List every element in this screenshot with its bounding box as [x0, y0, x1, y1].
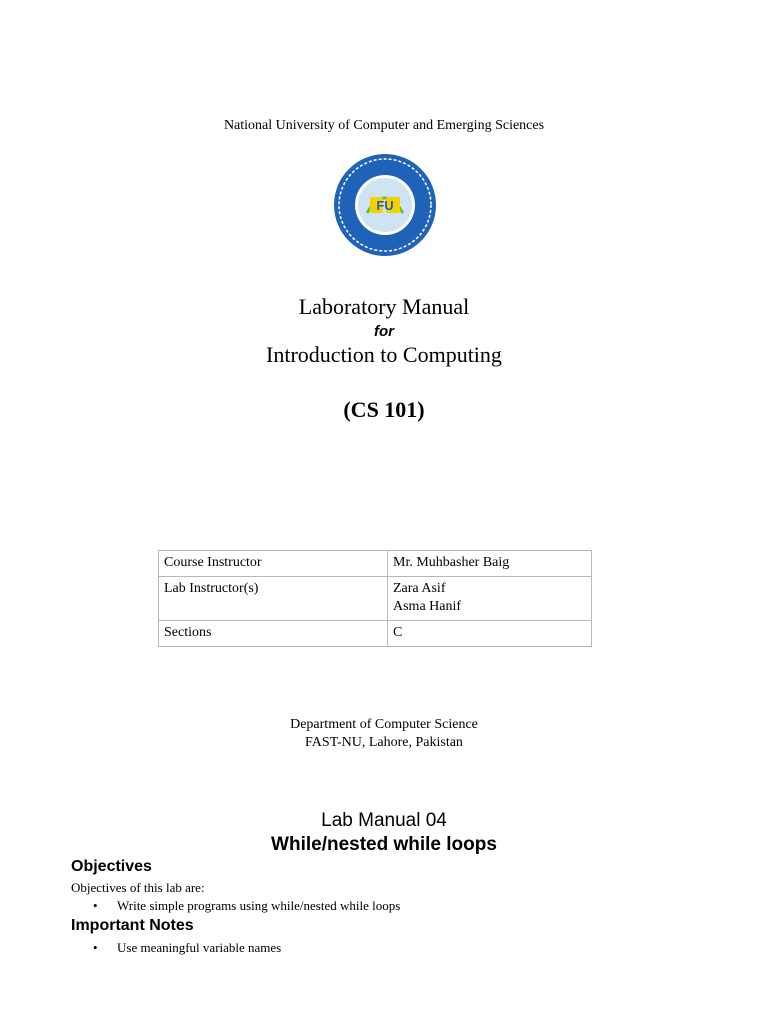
course-info-table	[158, 550, 592, 647]
logo-initials: FU	[376, 198, 394, 213]
table-cell-label: Lab Instructor(s)	[159, 577, 388, 621]
lab-instructor-2: Asma Hanif	[393, 599, 462, 614]
lab-number: Lab Manual 04	[321, 810, 447, 831]
department-block	[0, 716, 768, 752]
objectives-heading: Objectives	[71, 858, 152, 875]
table-cell-label: Course Instructor	[159, 551, 388, 577]
table-cell-value	[388, 577, 592, 621]
lab-instructor-1: Zara Asif	[393, 581, 446, 596]
important-notes-heading: Important Notes	[71, 917, 194, 934]
university-name: National University of Computer and Emerging Sciences	[223, 118, 545, 133]
objectives-intro: Objectives of this lab are:	[71, 880, 205, 895]
manual-title: Laboratory Manual	[298, 294, 470, 319]
bullet-icon: •	[93, 898, 98, 913]
department-location: FAST-NU, Lahore, Pakistan	[305, 735, 463, 750]
table-row	[159, 577, 592, 621]
table-row	[159, 621, 592, 647]
table-cell-label: Sections	[159, 621, 388, 647]
department-name: Department of Computer Science	[290, 717, 478, 732]
university-logo-icon	[333, 153, 437, 257]
list-item	[93, 898, 400, 914]
manual-title-for: for	[374, 323, 394, 340]
table-row	[159, 551, 592, 577]
table-cell-value: Mr. Muhbasher Baig	[388, 551, 592, 577]
note-text: Use meaningful variable names	[117, 940, 282, 955]
objective-text: Write simple programs using while/nested while loops	[117, 898, 401, 913]
list-item	[93, 940, 281, 956]
course-name: Introduction to Computing	[266, 342, 502, 367]
course-code: (CS 101)	[343, 397, 425, 422]
table-cell-value: C	[388, 621, 592, 647]
lab-topic: While/nested while loops	[271, 834, 497, 855]
bullet-icon: •	[93, 940, 98, 955]
